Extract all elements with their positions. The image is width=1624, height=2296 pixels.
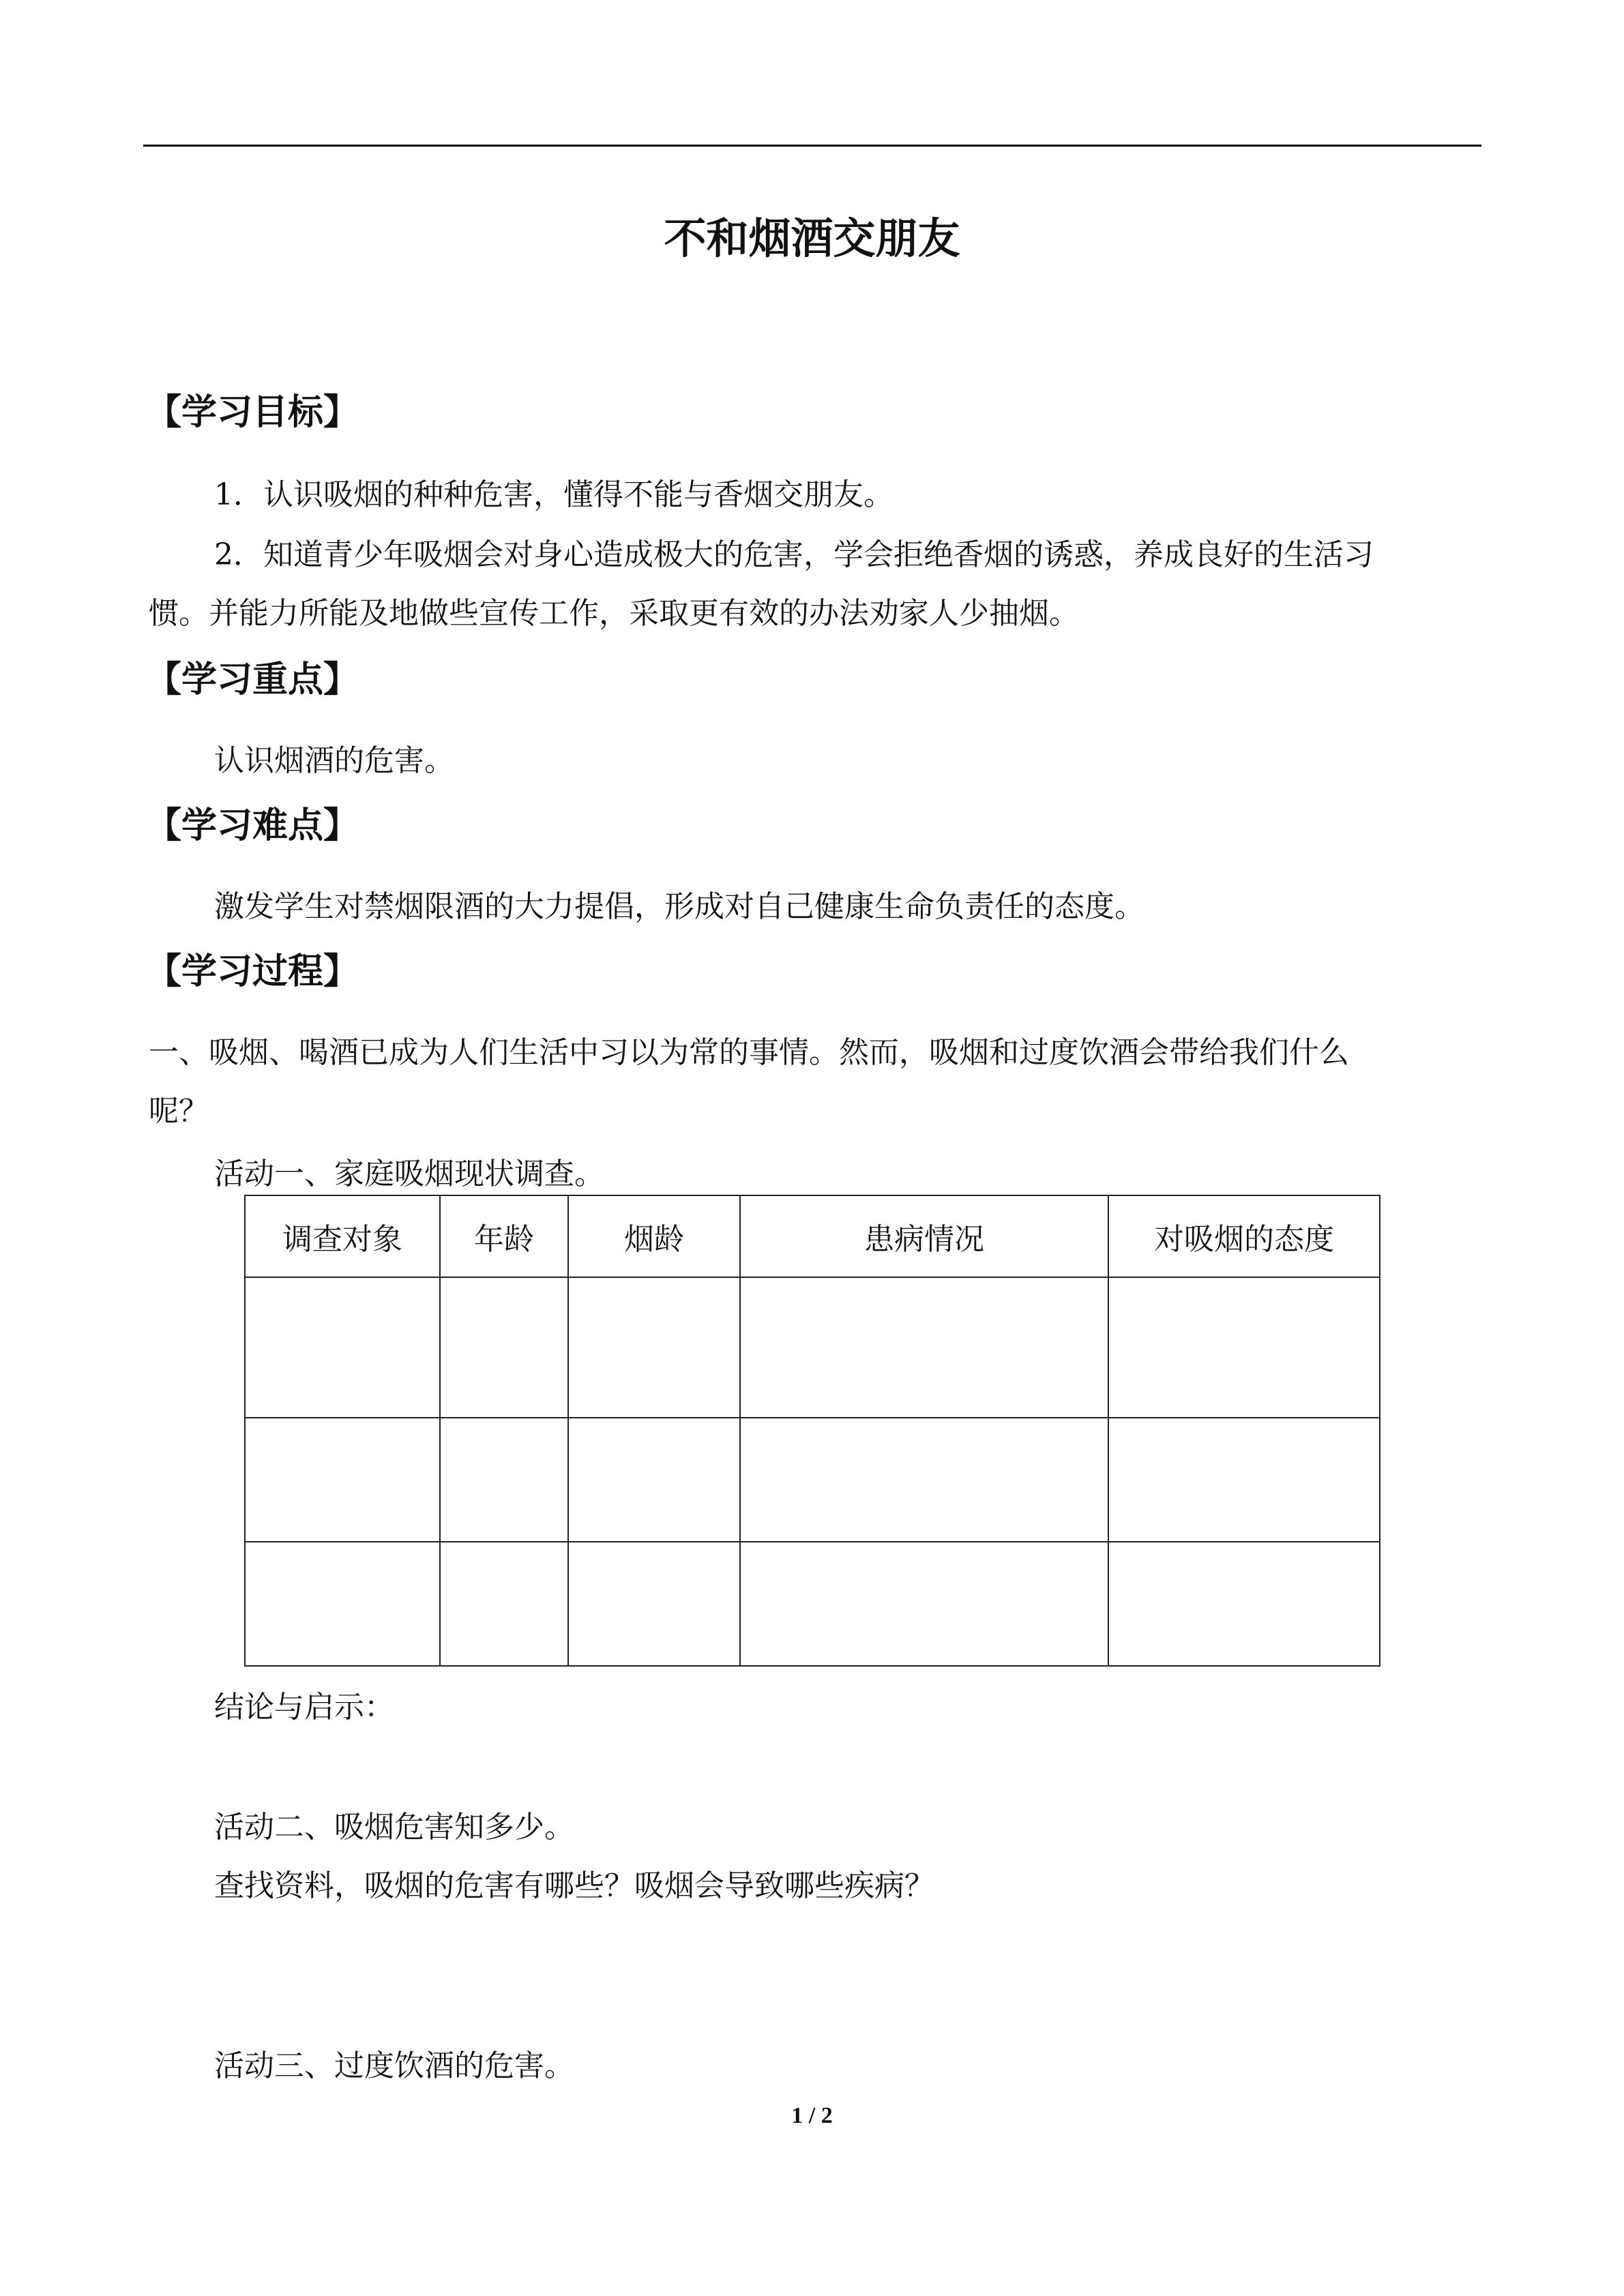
difficulties-heading: 【学习难点】: [146, 805, 359, 846]
objective-2-line-2: 惯。并能力所能及地做些宣传工作，采取更有效的办法劝家人少抽烟。: [149, 596, 1079, 631]
activity-2: 活动二、吸烟危害知多少。: [214, 1810, 574, 1845]
table-cell: [568, 1277, 740, 1418]
objectives-heading: 【学习目标】: [146, 392, 359, 433]
page-number: 1 / 2: [791, 2103, 833, 2128]
table-header-row: [245, 1195, 1380, 1277]
objective-1: 1．认识吸烟的种种危害，懂得不能与香烟交朋友。: [214, 477, 894, 512]
objective-2-line-1: 2．知道青少年吸烟会对身心造成极大的危害，学会拒绝香烟的诱惑，养成良好的生活习: [214, 537, 1374, 572]
header-attitude: 对吸烟的态度: [1108, 1195, 1380, 1277]
header-smoking-years: 烟龄: [568, 1195, 740, 1277]
table-cell: [245, 1277, 440, 1418]
table-cell: [245, 1542, 440, 1666]
key-points-text: 认识烟酒的危害。: [214, 743, 454, 778]
table-cell: [740, 1277, 1108, 1418]
table-row: [245, 1418, 1380, 1542]
table-cell: [568, 1418, 740, 1542]
header-rule: [143, 145, 1481, 147]
table-cell: [245, 1418, 440, 1542]
table-cell: [440, 1542, 568, 1666]
header-survey-subject: 调查对象: [245, 1195, 440, 1277]
header-age: 年龄: [440, 1195, 568, 1277]
table-cell: [440, 1418, 568, 1542]
difficulties-text: 激发学生对禁烟限酒的大力提倡，形成对自己健康生命负责任的态度。: [214, 889, 1145, 924]
survey-table: [244, 1195, 1381, 1667]
key-points-heading: 【学习重点】: [146, 659, 359, 700]
conclusion-label: 结论与启示：: [214, 1690, 394, 1725]
table-cell: [440, 1277, 568, 1418]
table-row: [245, 1277, 1380, 1418]
process-heading: 【学习过程】: [146, 951, 359, 992]
table-cell: [1108, 1418, 1380, 1542]
table-row: [245, 1542, 1380, 1666]
table-cell: [1108, 1542, 1380, 1666]
table-cell: [1108, 1277, 1380, 1418]
activity-3: 活动三、过度饮酒的危害。: [214, 2048, 574, 2083]
process-intro-line-1: 一、吸烟、喝酒已成为人们生活中习以为常的事情。然而，吸烟和过度饮酒会带给我们什么: [149, 1035, 1349, 1070]
table-cell: [740, 1542, 1108, 1666]
header-health-condition: 患病情况: [740, 1195, 1108, 1277]
activity-1: 活动一、家庭吸烟现状调查。: [214, 1157, 604, 1191]
process-intro-line-2: 呢？: [149, 1094, 209, 1129]
table-cell: [568, 1542, 740, 1666]
table-cell: [740, 1418, 1108, 1542]
activity-2-question: 查找资料，吸烟的危害有哪些？吸烟会导致哪些疾病？: [214, 1868, 934, 1903]
page-title: 不和烟酒交朋友: [664, 213, 960, 263]
